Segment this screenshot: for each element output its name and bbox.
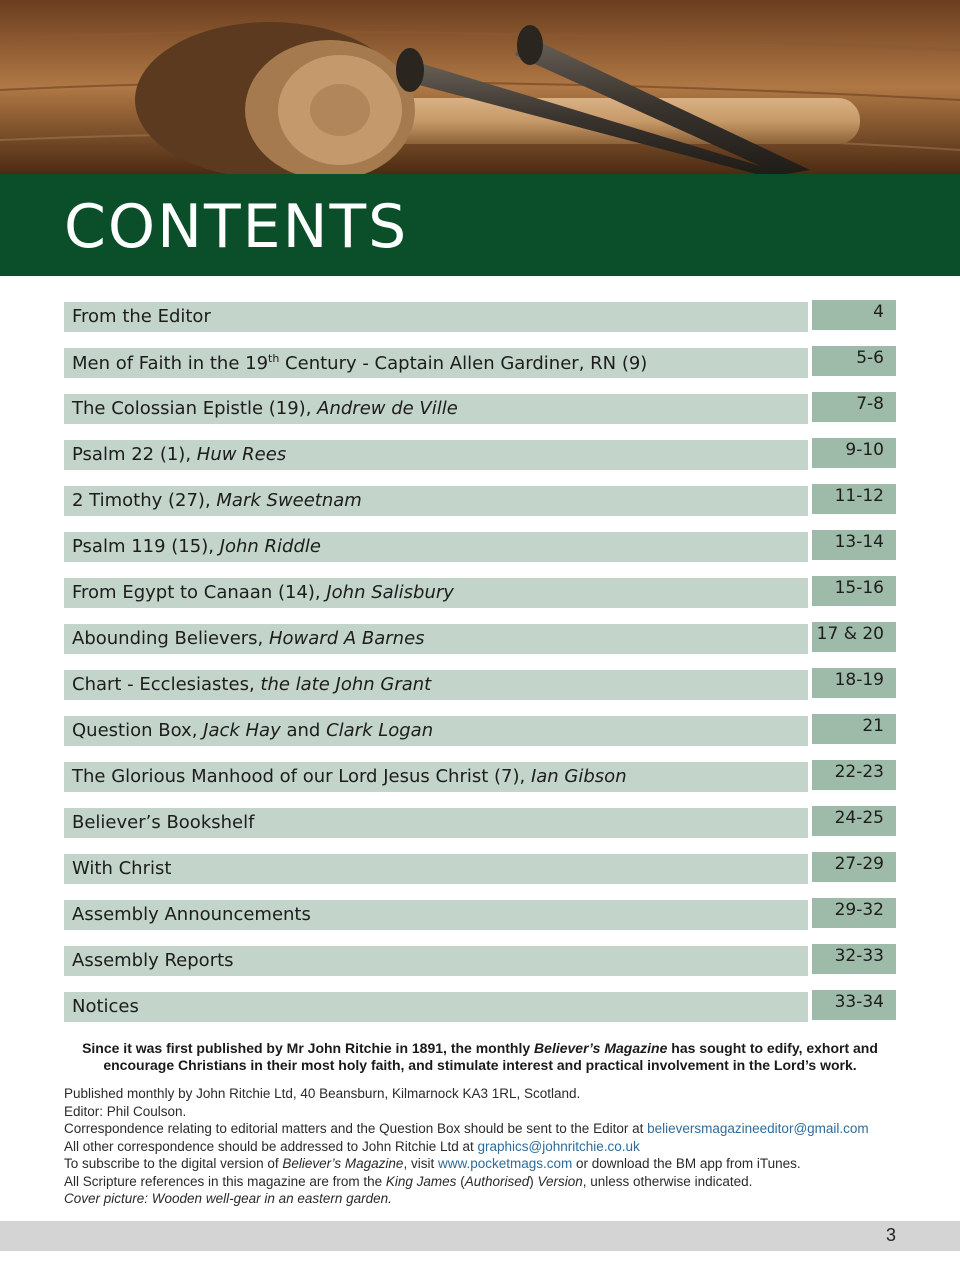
toc-row-colossian[interactable] [64, 392, 896, 422]
published-line: Published monthly by John Ritchie Ltd, 40 Beansburn, Kilmarnock KA3 1RL, Scotland. [64, 1086, 581, 1101]
toc-row-announcements[interactable] [64, 898, 896, 928]
other-correspondence-line: All other correspondence should be addressed to John Ritchie Ltd at graphics@johnritchie.co.uk [64, 1138, 640, 1154]
toc-row-with-christ[interactable] [64, 852, 896, 882]
toc-title: From the Editor [64, 302, 808, 332]
page-footer [0, 1221, 960, 1251]
toc-row-bookshelf[interactable] [64, 806, 896, 836]
toc-row-chart[interactable] [64, 668, 896, 698]
toc-page: 22-23 [812, 760, 896, 790]
toc-row-editor[interactable] [64, 300, 896, 330]
page-number: 3 [885, 1225, 896, 1245]
title-band [0, 174, 960, 276]
toc-row-psalm-119[interactable] [64, 530, 896, 560]
toc-row-notices[interactable] [64, 990, 896, 1020]
toc-row-question-box[interactable] [64, 714, 896, 744]
publication-info [64, 1085, 914, 1208]
toc-page: 13-14 [812, 530, 896, 560]
toc-author: Jack Hay [203, 720, 281, 741]
toc-author: Huw Rees [196, 444, 287, 465]
toc-author: Howard A Barnes [269, 628, 425, 649]
toc-row-egypt-canaan[interactable] [64, 576, 896, 606]
toc-page: 24-25 [812, 806, 896, 836]
scripture-line: All Scripture references in this magazine are from the King James (Authorised) Version, unless otherwise indicated. [64, 1173, 753, 1189]
toc-row-reports[interactable] [64, 944, 896, 974]
toc-title: Abounding Believers, Howard A Barnes [64, 624, 808, 654]
toc-row-psalm-22[interactable] [64, 438, 896, 468]
toc-row-men-of-faith[interactable] [64, 346, 896, 376]
table-of-contents [64, 300, 896, 1036]
toc-title: Notices [64, 992, 808, 1022]
toc-page: 21 [812, 714, 896, 744]
toc-title: From Egypt to Canaan (14), John Salisbury [64, 578, 808, 608]
toc-page: 29-32 [812, 898, 896, 928]
toc-author: the late John Grant [260, 674, 432, 695]
toc-author: John Riddle [219, 536, 321, 557]
toc-title: Psalm 22 (1), Huw Rees [64, 440, 808, 470]
toc-page: 11-12 [812, 484, 896, 514]
toc-page: 5-6 [812, 346, 896, 376]
toc-title: Question Box, Jack Hay and Clark Logan [64, 716, 808, 746]
page-title: CONTENTS [64, 192, 409, 262]
toc-title: Believer’s Bookshelf [64, 808, 808, 838]
mallet-and-nails-illustration [0, 0, 960, 175]
toc-page: 17 & 20 [812, 622, 896, 652]
graphics-email-link[interactable]: graphics@johnritchie.co.uk [477, 1138, 640, 1154]
toc-row-2-timothy[interactable] [64, 484, 896, 514]
toc-title: Psalm 119 (15), John Riddle [64, 532, 808, 562]
toc-page: 32-33 [812, 944, 896, 974]
toc-page: 9-10 [812, 438, 896, 468]
toc-author: Ian Gibson [530, 766, 627, 787]
toc-title: The Colossian Epistle (19), Andrew de Ville [64, 394, 808, 424]
toc-author: Andrew de Ville [317, 398, 458, 419]
toc-page: 7-8 [812, 392, 896, 422]
subscribe-line: To subscribe to the digital version of Believer’s Magazine, visit www.pocketmags.com or download the BM app from iTunes. [64, 1156, 801, 1171]
toc-title: Assembly Announcements [64, 900, 808, 930]
editor-email-link[interactable]: believersmagazineeditor@gmail.com [647, 1121, 869, 1136]
toc-page: 27-29 [812, 852, 896, 882]
toc-title: 2 Timothy (27), Mark Sweetnam [64, 486, 808, 516]
toc-author: Mark Sweetnam [216, 490, 362, 511]
toc-row-glorious-manhood[interactable] [64, 760, 896, 790]
toc-title: Men of Faith in the 19th Century - Captain Allen Gardiner, RN (9) [64, 348, 808, 378]
toc-title: Assembly Reports [64, 946, 808, 976]
toc-page: 15-16 [812, 576, 896, 606]
correspondence-line: Correspondence relating to editorial matters and the Question Box should be sent to the Editor at believersmagazineeditor@gmail.com [64, 1121, 869, 1136]
mission-statement: Since it was first published by Mr John Ritchie in 1891, the monthly Believer’s Magazine has sought to edify, exhort and encourage Christians in their most holy faith, and stimulate interest and practical involvement in the Lord’s work. [82, 1040, 878, 1073]
toc-page: 33-34 [812, 990, 896, 1020]
cover-caption: Cover picture: Wooden well-gear in an eastern garden. [64, 1191, 392, 1206]
toc-page: 4 [812, 300, 896, 330]
toc-page: 18-19 [812, 668, 896, 698]
toc-title: The Glorious Manhood of our Lord Jesus Christ (7), Ian Gibson [64, 762, 808, 792]
toc-author: Clark Logan [326, 720, 434, 741]
header-photo [0, 0, 960, 175]
toc-author: John Salisbury [326, 582, 454, 603]
toc-title: Chart - Ecclesiastes, the late John Grant [64, 670, 808, 700]
toc-row-abounding[interactable] [64, 622, 896, 652]
toc-title: With Christ [64, 854, 808, 884]
pocketmags-link[interactable]: www.pocketmags.com [437, 1156, 573, 1171]
editor-line: Editor: Phil Coulson. [64, 1103, 187, 1119]
